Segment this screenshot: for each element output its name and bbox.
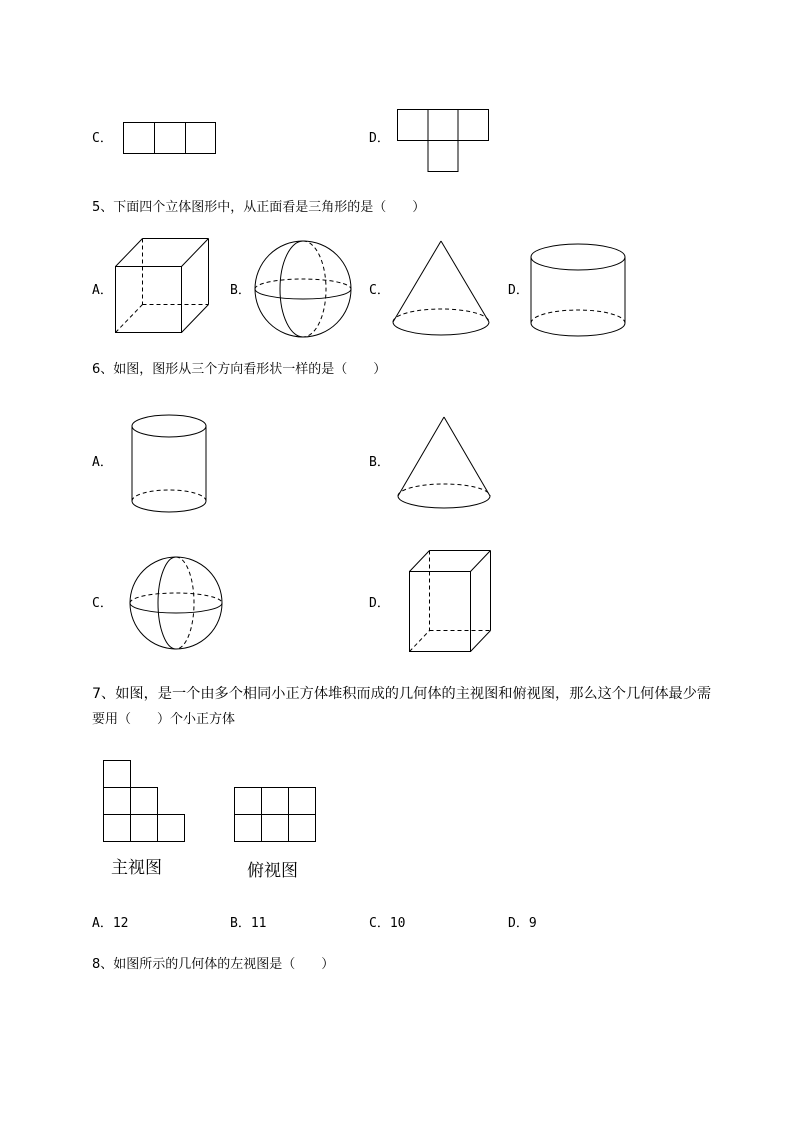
q6-cone-figure: [396, 416, 492, 510]
q6-option-a-label: A．: [92, 455, 113, 470]
q7-front-view-figure: [103, 760, 186, 843]
q6-cylinder-figure: [131, 414, 209, 514]
q4-option-d-label: D．: [369, 131, 390, 146]
q7-answer-b: B．11: [230, 916, 267, 931]
q5-cone-figure: [391, 240, 491, 337]
q7-answer-c: C．10: [369, 916, 406, 931]
q4-option-c-label: C．: [92, 131, 113, 146]
q6-option-d-label: D．: [369, 596, 390, 611]
q6-stem: 6、如图，图形从三个方向看形状一样的是（ ）: [92, 362, 387, 377]
q6-option-b-label: B．: [369, 455, 390, 470]
q4-option-c-figure: [123, 122, 217, 155]
q6-option-c-label: C．: [92, 596, 113, 611]
q7-answer-a: A．12: [92, 916, 129, 931]
q7-stem-line-2: 要用（ ）个小正方体: [92, 712, 236, 727]
q5-sphere-figure: [253, 240, 353, 338]
q5-option-a-label: A．: [92, 283, 113, 298]
q7-front-view-caption: 主视图: [111, 858, 162, 878]
q6-sphere-figure: [128, 556, 224, 650]
q5-option-d-label: D．: [508, 283, 529, 298]
q4-option-d-figure: [397, 109, 490, 173]
q7-top-view-caption: 俯视图: [247, 861, 298, 881]
q5-cube-figure: [115, 238, 210, 334]
q5-stem: 5、下面四个立体图形中，从正面看是三角形的是（ ）: [92, 200, 426, 215]
q5-option-c-label: C．: [369, 283, 390, 298]
q6-cuboid-figure: [409, 550, 492, 653]
q7-top-view-figure: [234, 787, 317, 843]
q7-answer-d: D．9: [508, 916, 537, 931]
q5-option-b-label: B．: [230, 283, 251, 298]
q7-stem-line-1: 7、如图，是一个由多个相同小正方体堆积而成的几何体的主视图和俯视图，那么这个几何体最少需: [92, 686, 712, 702]
q8-stem: 8、如图所示的几何体的左视图是（ ）: [92, 957, 335, 972]
q5-cylinder-figure: [530, 243, 628, 338]
